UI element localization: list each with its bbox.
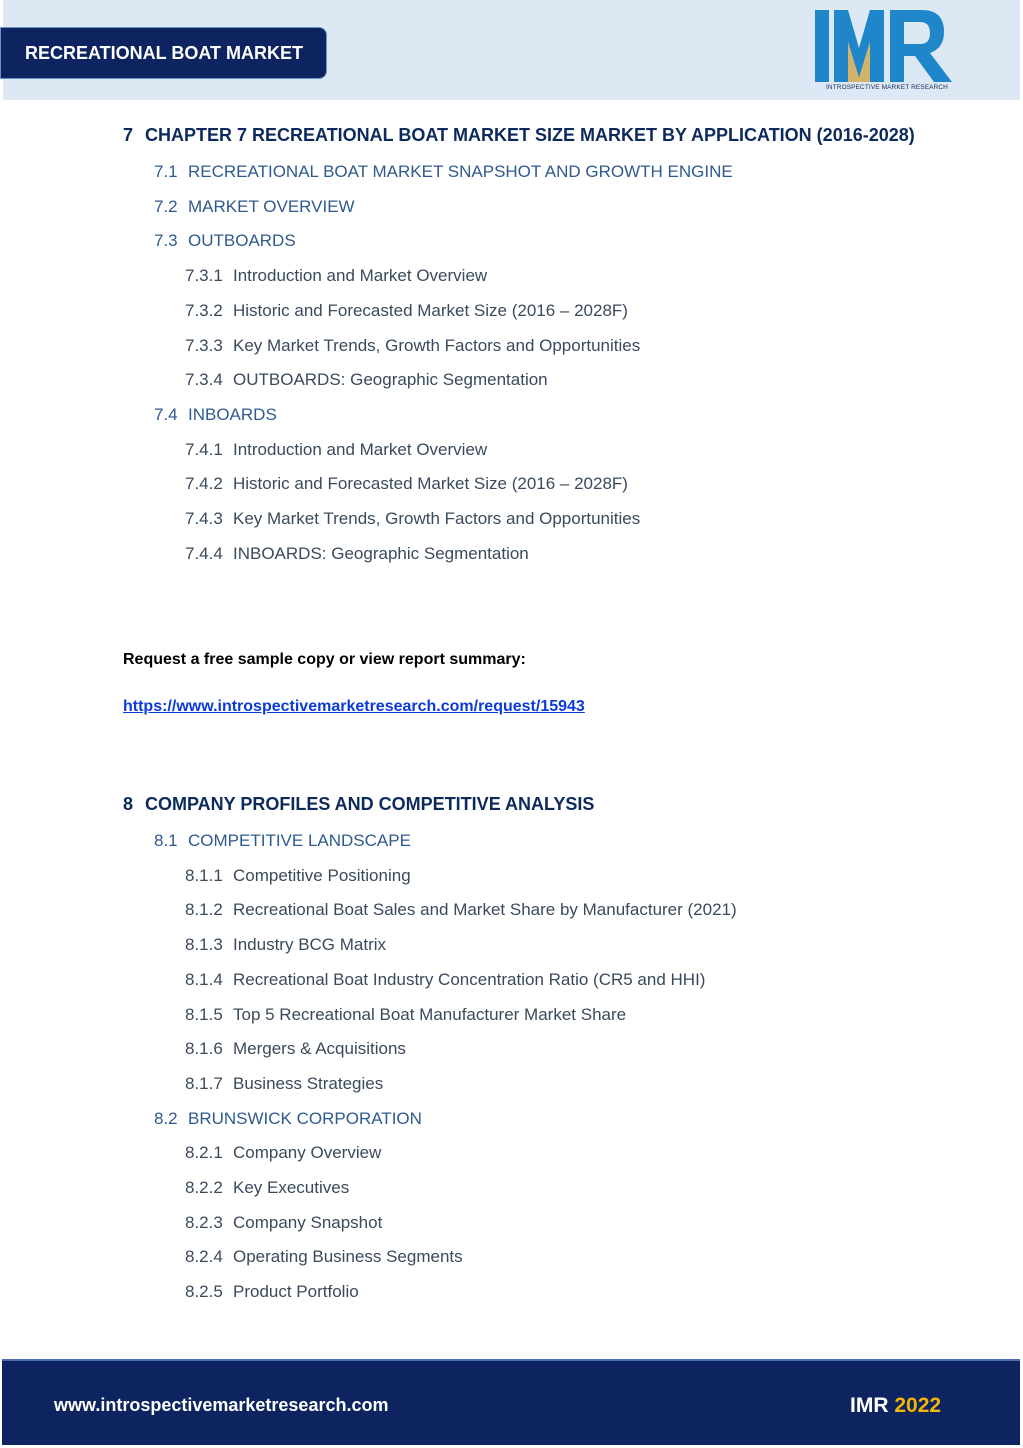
toc-number: 7.4.3	[185, 509, 223, 528]
toc-chapter-heading[interactable]	[123, 794, 594, 815]
toc-text: Industry BCG Matrix	[233, 935, 387, 955]
imr-logo-icon	[812, 8, 962, 84]
toc-text: Operating Business Segments	[233, 1247, 463, 1267]
toc-text: COMPETITIVE LANDSCAPE	[188, 831, 411, 850]
toc-text: Company Overview	[233, 1143, 382, 1163]
toc-number: 7.3	[154, 231, 178, 251]
toc-subsection-item[interactable]	[185, 266, 487, 286]
toc-text: Recreational Boat Industry Concentration Ratio (CR5 and HHI)	[233, 969, 706, 989]
toc-text: INBOARDS	[188, 404, 277, 424]
toc-text: CHAPTER 7 RECREATIONAL BOAT MARKET SIZE MARKET BY APPLICATION (2016-2028)	[145, 125, 915, 145]
toc-text: Competitive Positioning	[233, 865, 411, 885]
toc-number: 8.1.7	[185, 1073, 223, 1093]
toc-text: Business Strategies	[233, 1073, 384, 1093]
toc-subsection-item[interactable]	[185, 970, 705, 990]
toc-number: 8.2.1	[185, 1143, 223, 1163]
toc-text: BRUNSWICK CORPORATION	[188, 1108, 422, 1128]
toc-chapter-heading[interactable]	[123, 125, 915, 146]
toc-number: 8.1.6	[185, 1039, 223, 1059]
toc-subsection-item[interactable]	[185, 1282, 359, 1302]
toc-text: INBOARDS: Geographic Segmentation	[233, 543, 529, 563]
toc-subsection-item[interactable]	[185, 301, 628, 321]
toc-number: 8.2.3	[185, 1212, 223, 1232]
toc-text: OUTBOARDS: Geographic Segmentation	[233, 370, 548, 390]
toc-text: Key Market Trends, Growth Factors and Opportunities	[233, 509, 641, 528]
toc-section-item[interactable]	[154, 405, 277, 425]
toc-number: 8.1	[154, 831, 178, 850]
toc-text: Product Portfolio	[233, 1282, 359, 1302]
report-title-badge	[0, 27, 327, 79]
toc-text: Mergers & Acquisitions	[233, 1039, 406, 1059]
toc-number: 7	[123, 125, 134, 145]
toc-subsection-item[interactable]	[185, 370, 548, 390]
toc-text: RECREATIONAL BOAT MARKET SNAPSHOT AND GROWTH ENGINE	[188, 162, 733, 181]
toc-subsection-item[interactable]	[185, 1039, 406, 1059]
footer-brand-name: IMR	[850, 1394, 889, 1417]
toc-section-item[interactable]	[154, 1109, 422, 1129]
toc-text: Company Snapshot	[233, 1212, 383, 1232]
toc-subsection-item[interactable]	[185, 935, 386, 955]
toc-number: 7.3.1	[185, 266, 223, 286]
report-title: RECREATIONAL BOAT MARKET	[25, 42, 303, 63]
toc-number: 8.2.4	[185, 1247, 223, 1267]
toc-subsection-item[interactable]	[185, 1247, 463, 1267]
toc-text: Key Executives	[233, 1178, 350, 1197]
toc-number: 8.1.5	[185, 1004, 223, 1024]
toc-number: 7.4.2	[185, 474, 223, 494]
toc-subsection-item[interactable]	[185, 509, 640, 529]
toc-number: 7.3.2	[185, 300, 223, 320]
toc-subsection-item[interactable]	[185, 1143, 381, 1163]
toc-subsection-item[interactable]	[185, 1213, 382, 1233]
toc-text: OUTBOARDS	[188, 231, 296, 251]
imr-logo	[812, 8, 962, 94]
footer-year: 2022	[894, 1394, 942, 1417]
toc-text: Recreational Boat Sales and Market Share by Manufacturer (2021)	[233, 900, 737, 920]
toc-subsection-item[interactable]	[185, 1178, 349, 1198]
toc-text: Historic and Forecasted Market Size (2016 – 2028F)	[233, 474, 628, 494]
toc-number: 8.2.5	[185, 1282, 223, 1302]
toc-number: 7.3.3	[185, 335, 223, 355]
toc-subsection-item[interactable]	[185, 1074, 383, 1094]
toc-section-item[interactable]	[154, 162, 733, 182]
toc-section-item[interactable]	[154, 197, 355, 217]
toc-number: 7.3.4	[185, 370, 223, 390]
toc-subsection-item[interactable]	[185, 474, 628, 494]
request-sample-label: Request a free sample copy or view report summary:	[123, 651, 526, 668]
toc-text: Introduction and Market Overview	[233, 266, 488, 286]
toc-subsection-item[interactable]	[185, 440, 487, 460]
toc-subsection-item[interactable]	[185, 544, 529, 564]
toc-number: 7.4	[154, 404, 178, 424]
toc-number: 7.1	[154, 162, 178, 181]
footer-brand	[850, 1394, 941, 1418]
toc-text: Top 5 Recreational Boat Manufacturer Market Share	[233, 1004, 627, 1024]
toc-number: 7.2	[154, 196, 178, 216]
toc-number: 8.1.1	[185, 865, 223, 885]
toc-subsection-item[interactable]	[185, 900, 737, 920]
toc-text: MARKET OVERVIEW	[188, 196, 355, 216]
toc-number: 8.2.2	[185, 1178, 223, 1197]
toc-number: 7.4.1	[185, 439, 223, 459]
toc-number: 7.4.4	[185, 543, 223, 563]
toc-text: Introduction and Market Overview	[233, 439, 488, 459]
toc-subsection-item[interactable]	[185, 336, 640, 356]
toc-section-item[interactable]	[154, 231, 296, 251]
toc-number: 8.1.3	[185, 935, 223, 955]
footer	[2, 1359, 1020, 1445]
footer-website-link[interactable]: www.introspectivemarketresearch.com	[54, 1395, 389, 1415]
toc-text: Historic and Forecasted Market Size (2016 – 2028F)	[233, 300, 628, 320]
toc-section-item[interactable]	[154, 831, 411, 851]
toc-number: 8.2	[154, 1108, 178, 1128]
toc-number: 8	[123, 794, 134, 814]
toc-subsection-item[interactable]	[185, 1005, 626, 1025]
toc-text: Key Market Trends, Growth Factors and Opportunities	[233, 335, 641, 355]
toc-text: COMPANY PROFILES AND COMPETITIVE ANALYSIS	[145, 794, 595, 814]
logo-caption: INTROSPECTIVE MARKET RESEARCH	[826, 84, 948, 91]
toc-number: 8.1.4	[185, 969, 223, 989]
toc-subsection-item[interactable]	[185, 866, 411, 886]
toc-number: 8.1.2	[185, 900, 223, 920]
request-sample-link[interactable]: https://www.introspectivemarketresearch.com/request/15943	[123, 698, 585, 715]
